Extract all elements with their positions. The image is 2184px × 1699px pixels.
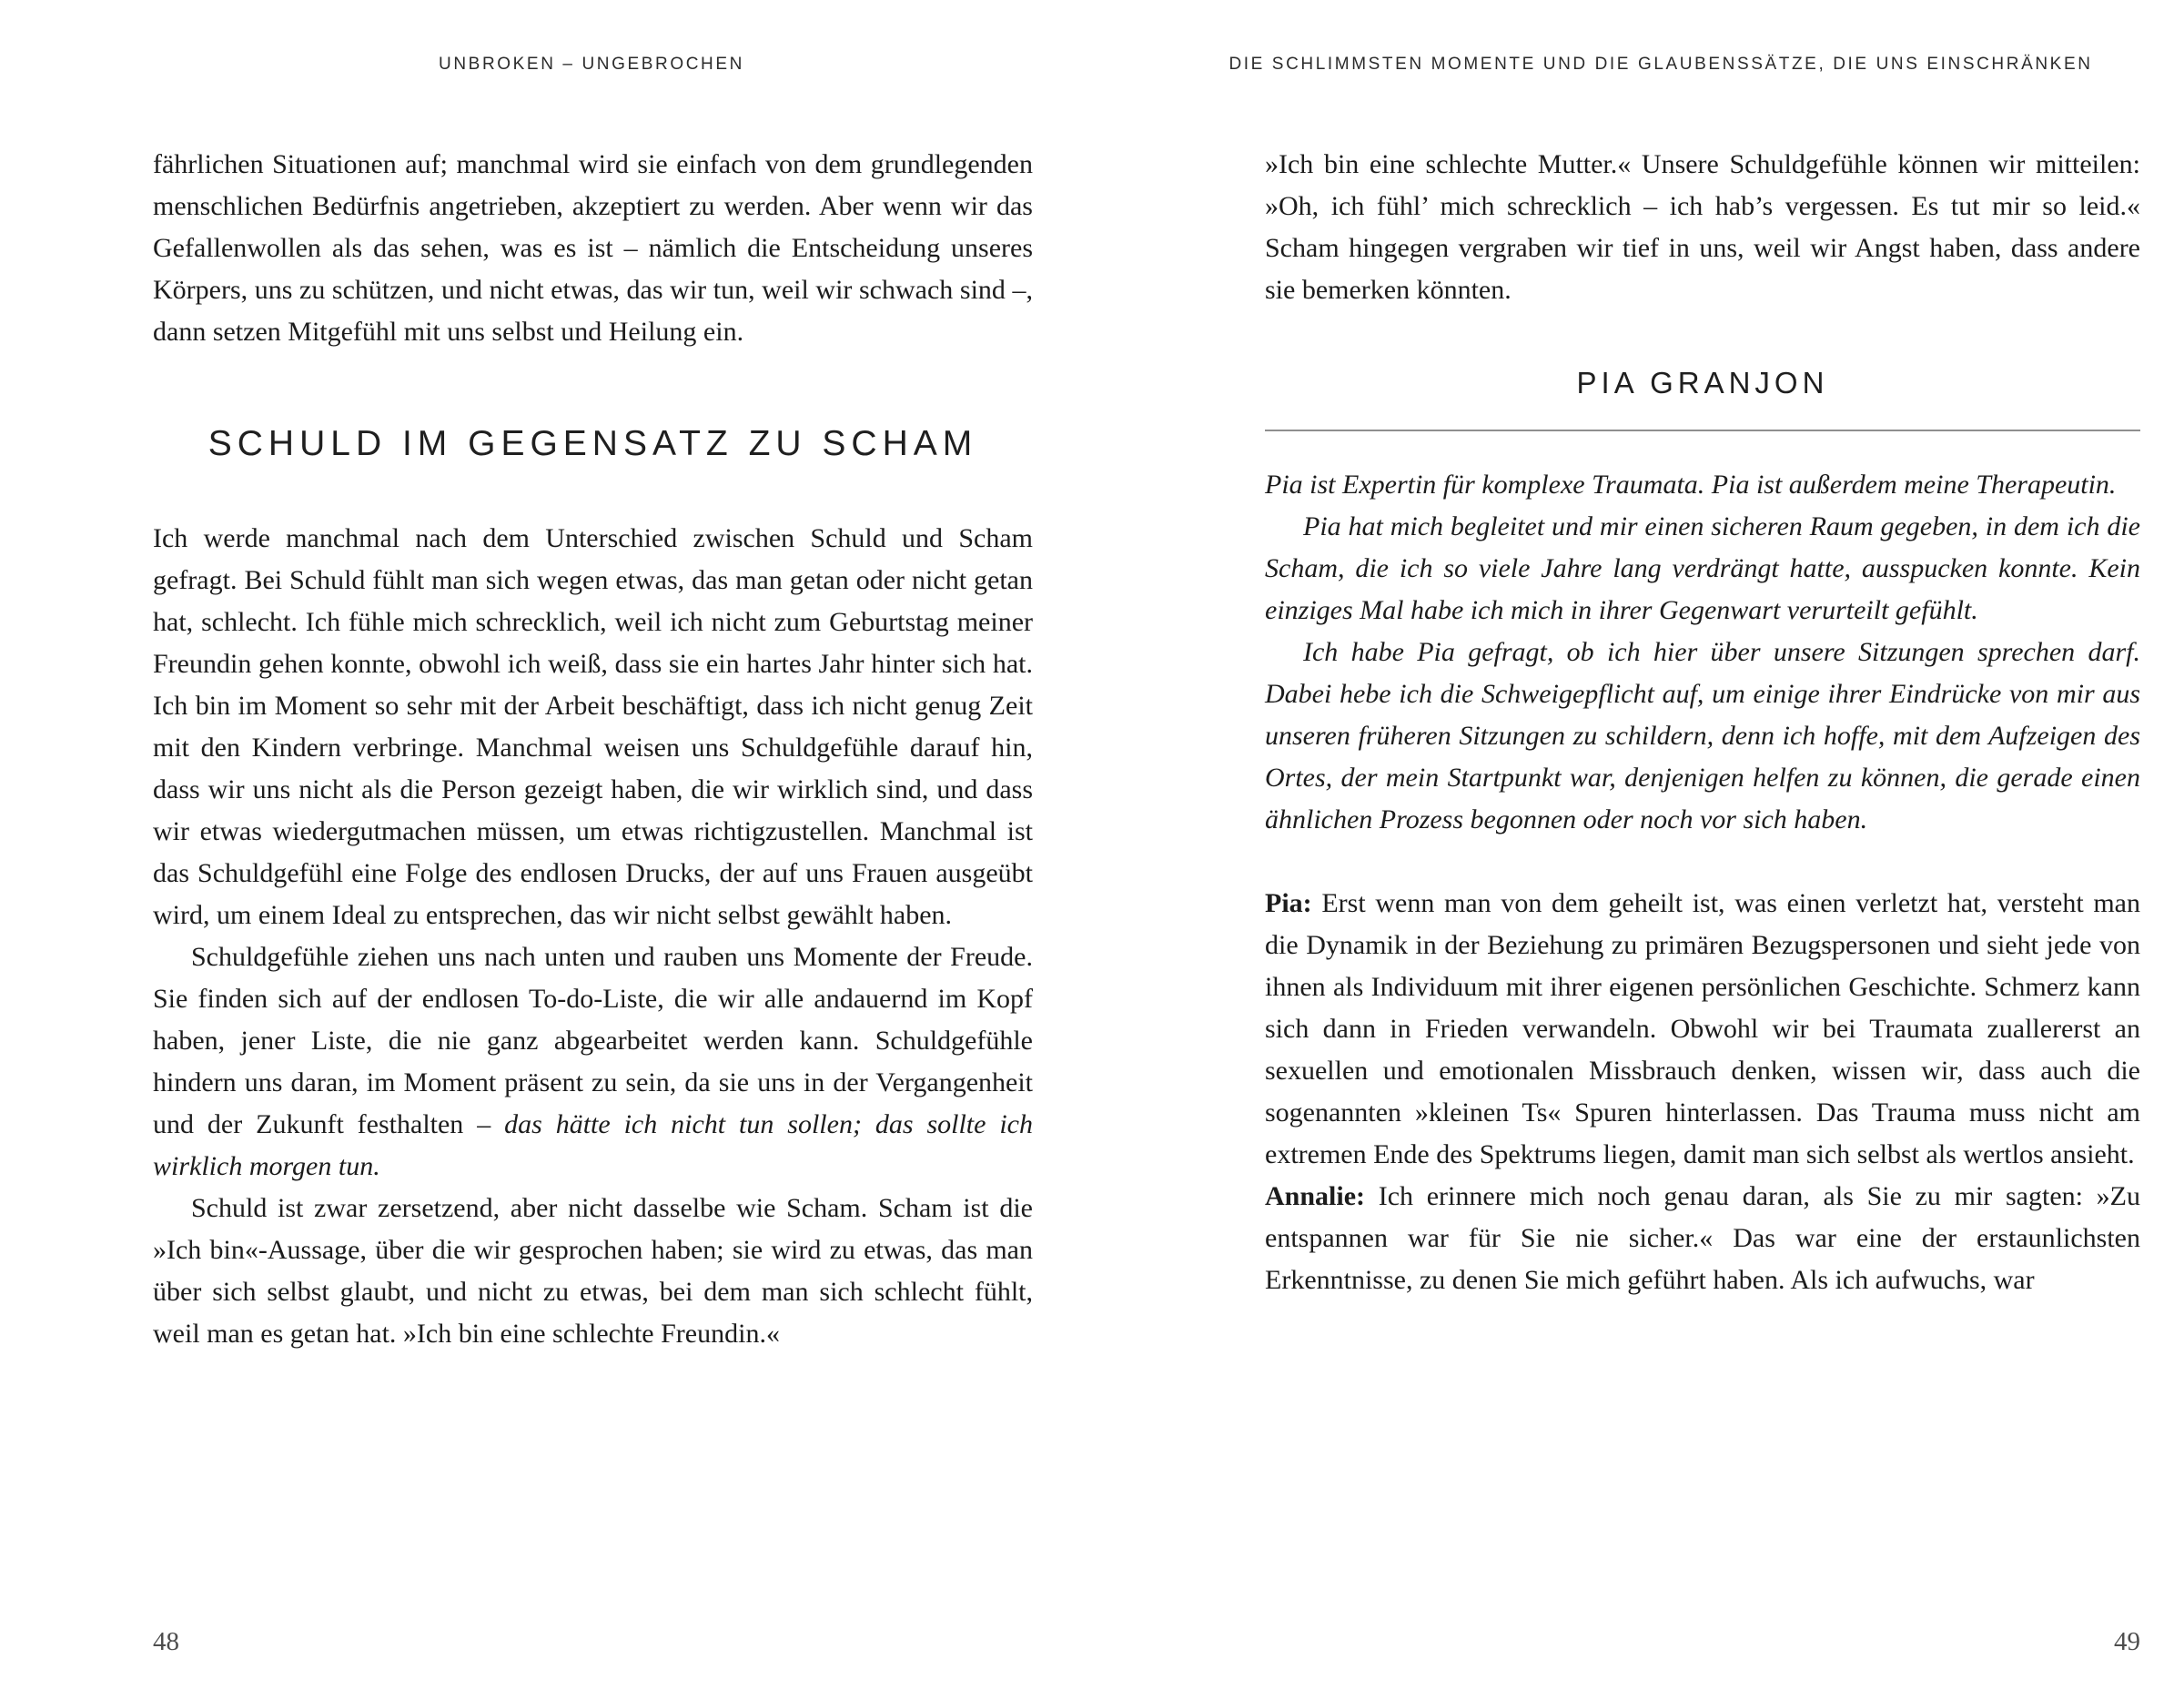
right-page-text-column: [1265, 144, 2140, 1301]
sub-heading-divider: [1265, 362, 2140, 431]
dialog-speaker-annalie: Annalie:: [1265, 1181, 1366, 1211]
dialog-speaker-pia: Pia:: [1265, 888, 1312, 918]
paragraph-guilt-weight-italic: das hätte ich nicht tun sollen; das sollte ich wirklich morgen tun.: [153, 1108, 1033, 1181]
paragraph-guilt-definition: Ich werde manchmal nach dem Unterschied zwischen Schuld und Scham gefragt. Bei Schuld fühlt man sich wegen etwas, das man getan oder nicht getan hat, schlecht. Ich fühle mich schrecklich, weil ich nicht zum Geburtstag meiner Freundin gehen konnte, obwohl ich weiß, dass sie ein hartes Jahr hinter sich hat. Ich bin im Moment so sehr mit der Arbeit beschäftigt, dass ich nicht genug Zeit mit den Kindern verbringe. Manchmal weisen uns Schuldgefühle darauf hin, dass wir uns nicht als die Person gezeigt haben, die wir wirklich sind, und dass wir etwas wiedergutmachen müssen, um etwas richtigzustellen. Manchmal ist das Schuldgefühl eine Folge des endlosen Drucks, der auf uns Frauen ausgeübt wird, um einem Ideal zu entsprechen, das wir nicht selbst gewählt haben.: [153, 522, 1033, 930]
paragraph-guilt-weight-text: Schuldgefühle ziehen uns nach unten und rauben uns Momente der Freude. Sie finden sich auf der endlosen To-do-Liste, die wir alle andauernd im Kopf haben, jener Liste, die nie ganz abgearbeitet werden kann. Schuldgefühle hindern uns daran, im Moment präsent zu sein, da sie uns in der Vergangenheit und der Zukunft festhalten –: [153, 941, 1033, 1139]
paragraph-continuation: fährlichen Situationen auf; manchmal wird sie einfach von dem grundlegenden menschlichen Bedürfnis angetrieben, akzeptiert zu werden. Aber wenn wir das Gefallenwollen als das sehen, was es ist – nämlich die Entscheidung unseres Körpers, uns zu schützen, und nicht etwas, das wir tun, weil wir schwach sind –, dann setzen Mitgefühl mit uns selbst und Heilung ein.: [153, 149, 1033, 347]
paragraph-guilt-vs-shame: Schuld ist zwar zersetzend, aber nicht dasselbe wie Scham. Scham ist die »Ich bin«-Aussage, über die wir gesprochen haben; sie wird zu etwas, das man über sich selbst glaubt, und nicht zu etwas, bei dem man sich schlecht fühlt, weil man es getan hat. »Ich bin eine schlechte Freundin.«: [153, 1192, 1033, 1349]
dialog-text-pia: Erst wenn man von dem geheilt ist, was einen verletzt hat, versteht man die Dynamik in der Beziehung zu primären Bezugspersonen und sieht jede von ihnen als Individuum mit ihrer eigenen persönlichen Geschichte. Schmerz kann sich dann in Frieden verwandeln. Obwohl wir bei Traumata zuallererst an sexuellen und emotionalen Missbrauch denken, wissen wir, dass auch die sogenannten »kleinen Ts« Spuren hinterlassen. Das Trauma muss nicht am extremen Ende des Spektrums liegen, damit man sich selbst als wertlos ansieht.: [1265, 888, 2140, 1169]
section-heading-guilt-vs-shame: SCHULD IM GEGENSATZ ZU SCHAM: [207, 424, 978, 463]
dialog-text-annalie: Ich erinnere mich noch genau daran, als Sie zu mir sagten: »Zu entspannen war für Sie nie sicher.« Das war eine der erstaunlichsten Erkenntnisse, zu denen Sie mich geführt haben. Als ich aufwuchs, war: [1265, 1181, 2140, 1295]
running-head-left: UNBROKEN – UNGEBROCHEN: [439, 55, 744, 74]
paragraph-pia-intro-1: Pia ist Expertin für komplexe Traumata. Pia ist außerdem meine Therapeutin.: [1265, 470, 2117, 500]
running-head-right: DIE SCHLIMMSTEN MOMENTE UND DIE GLAUBENSSÄTZE, DIE UNS EINSCHRÄNKEN: [1228, 55, 2093, 74]
dialog-paragraph-annalie: [1265, 1176, 2140, 1301]
paragraph-pia-intro-2: Pia hat mich begleitet und mir einen sicheren Raum gegeben, in dem ich die Scham, die ich so viele Jahre lang verdrängt hatte, ausspucken konnte. Kein einziges Mal habe ich mich in ihrer Gegenwart verurteilt gefühlt.: [1265, 511, 2140, 625]
page-number-left: 48: [153, 1627, 179, 1656]
paragraph-guilt-weight: [153, 936, 1033, 1188]
sub-heading-pia-granjon: PIA GRANJON: [1576, 366, 1829, 399]
left-page-text-column: [153, 144, 1033, 1355]
pia-intro-block: [1265, 464, 2140, 841]
dialog-block: [1265, 883, 2140, 1301]
paragraph-pia-intro-3: Ich habe Pia gefragt, ob ich hier über unsere Sitzungen sprechen darf. Dabei hebe ich die Schweigepflicht auf, um einige ihrer Eindrücke von mir aus unseren früheren Sitzungen zu schildern, denn ich hoffe, mit dem Aufzeigen des Ortes, der mein Startpunkt war, denjenigen helfen zu können, die gerade einen ähnlichen Prozess begonnen oder noch vor sich haben.: [1265, 637, 2140, 834]
dialog-paragraph-pia: [1265, 883, 2140, 1176]
page-number-right: 49: [2114, 1627, 2140, 1656]
paragraph-shame-continuation: »Ich bin eine schlechte Mutter.« Unsere Schuldgefühle können wir mitteilen: »Oh, ich fühl’ mich schrecklich – ich hab’s vergessen. Es tut mir so leid.« Scham hingegen vergraben wir tief in uns, weil wir Angst haben, dass andere sie bemerken könnten.: [1265, 149, 2140, 305]
